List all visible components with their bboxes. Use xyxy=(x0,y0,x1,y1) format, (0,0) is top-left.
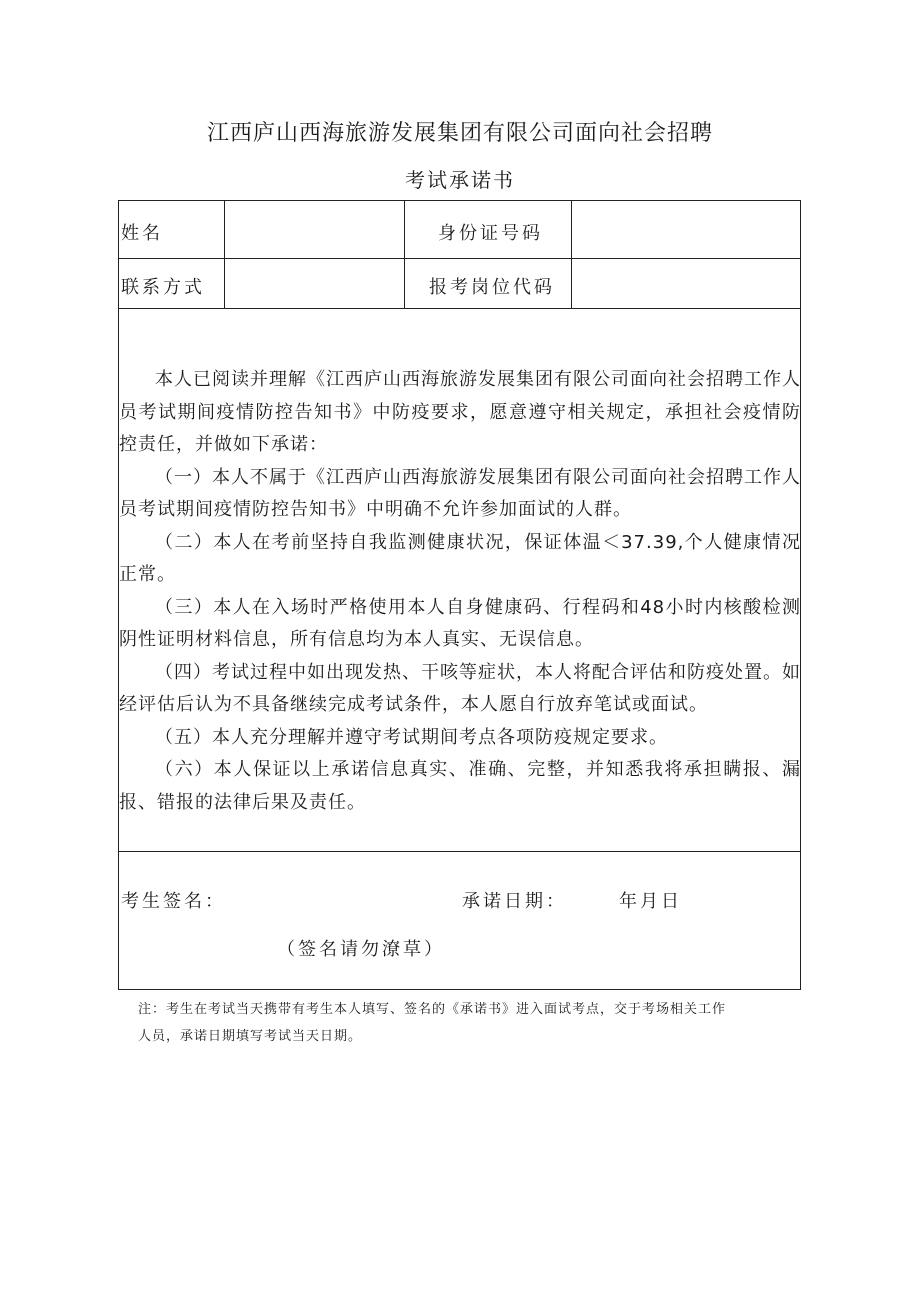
label-id-number: 身份证号码 xyxy=(438,223,543,244)
column-divider xyxy=(571,201,572,308)
label-contact: 联系方式 xyxy=(121,277,205,298)
footnote-line2: 人员，承诺日期填写考试当天日期。 xyxy=(138,1029,363,1044)
pledge-body xyxy=(119,364,801,819)
pledge-intro: 本人已阅读并理解《江西庐山西海旅游发展集团有限公司面向社会招聘工作人员考试期间疫情防控告知书》中防疫要求，愿意遵守相关规定，承担社会疫情防控责任，并做如下承诺： xyxy=(119,369,801,455)
pledge-item: （六）本人保证以上承诺信息真实、准确、完整，并知悉我将承担瞒报、漏报、错报的法律后果及责任。 xyxy=(119,759,801,813)
pledge-form-table xyxy=(118,200,801,990)
pledge-item: （二）本人在考前坚持自我监测健康状况，保证体温＜37.39,个人健康情况正常。 xyxy=(119,531,801,585)
signature-label: 考生签名： xyxy=(121,891,226,912)
pledge-item: （一）本人不属于《江西庐山西海旅游发展集团有限公司面向社会招聘工作人员考试期间疫情防控告知书》中明确不允许参加面试的人群。 xyxy=(119,466,801,520)
footnote xyxy=(138,996,793,1050)
row-divider xyxy=(119,308,800,309)
footnote-line1: 注：考生在考试当天携带有考生本人填写、签名的《承诺书》进入面试考点，交于考场相关工作 xyxy=(138,1002,727,1017)
row-divider xyxy=(119,851,800,852)
pledge-item: （三）本人在入场时严格使用本人自身健康码、行程码和48小时内核酸检测阴性证明材料信息，所有信息均为本人真实、无误信息。 xyxy=(119,596,801,650)
date-label: 承诺日期： xyxy=(462,891,567,912)
date-value: 年月日 xyxy=(619,891,682,912)
signature-hint: （签名请勿潦草） xyxy=(277,939,445,960)
column-divider xyxy=(404,201,405,308)
document-title-line1: 江西庐山西海旅游发展集团有限公司面向社会招聘 xyxy=(206,121,713,146)
column-divider xyxy=(224,201,225,308)
label-name: 姓名 xyxy=(121,223,163,244)
document-title-line2: 考试承诺书 xyxy=(405,168,515,192)
row-divider xyxy=(119,258,800,259)
label-position-code: 报考岗位代码 xyxy=(429,277,555,298)
pledge-item: （五）本人充分理解并遵守考试期间考点各项防疫规定要求。 xyxy=(155,726,668,748)
pledge-item: （四）考试过程中如出现发热、干咳等症状，本人将配合评估和防疫处置。如经评估后认为不具备继续完成考试条件，本人愿自行放弃笔试或面试。 xyxy=(119,661,801,715)
